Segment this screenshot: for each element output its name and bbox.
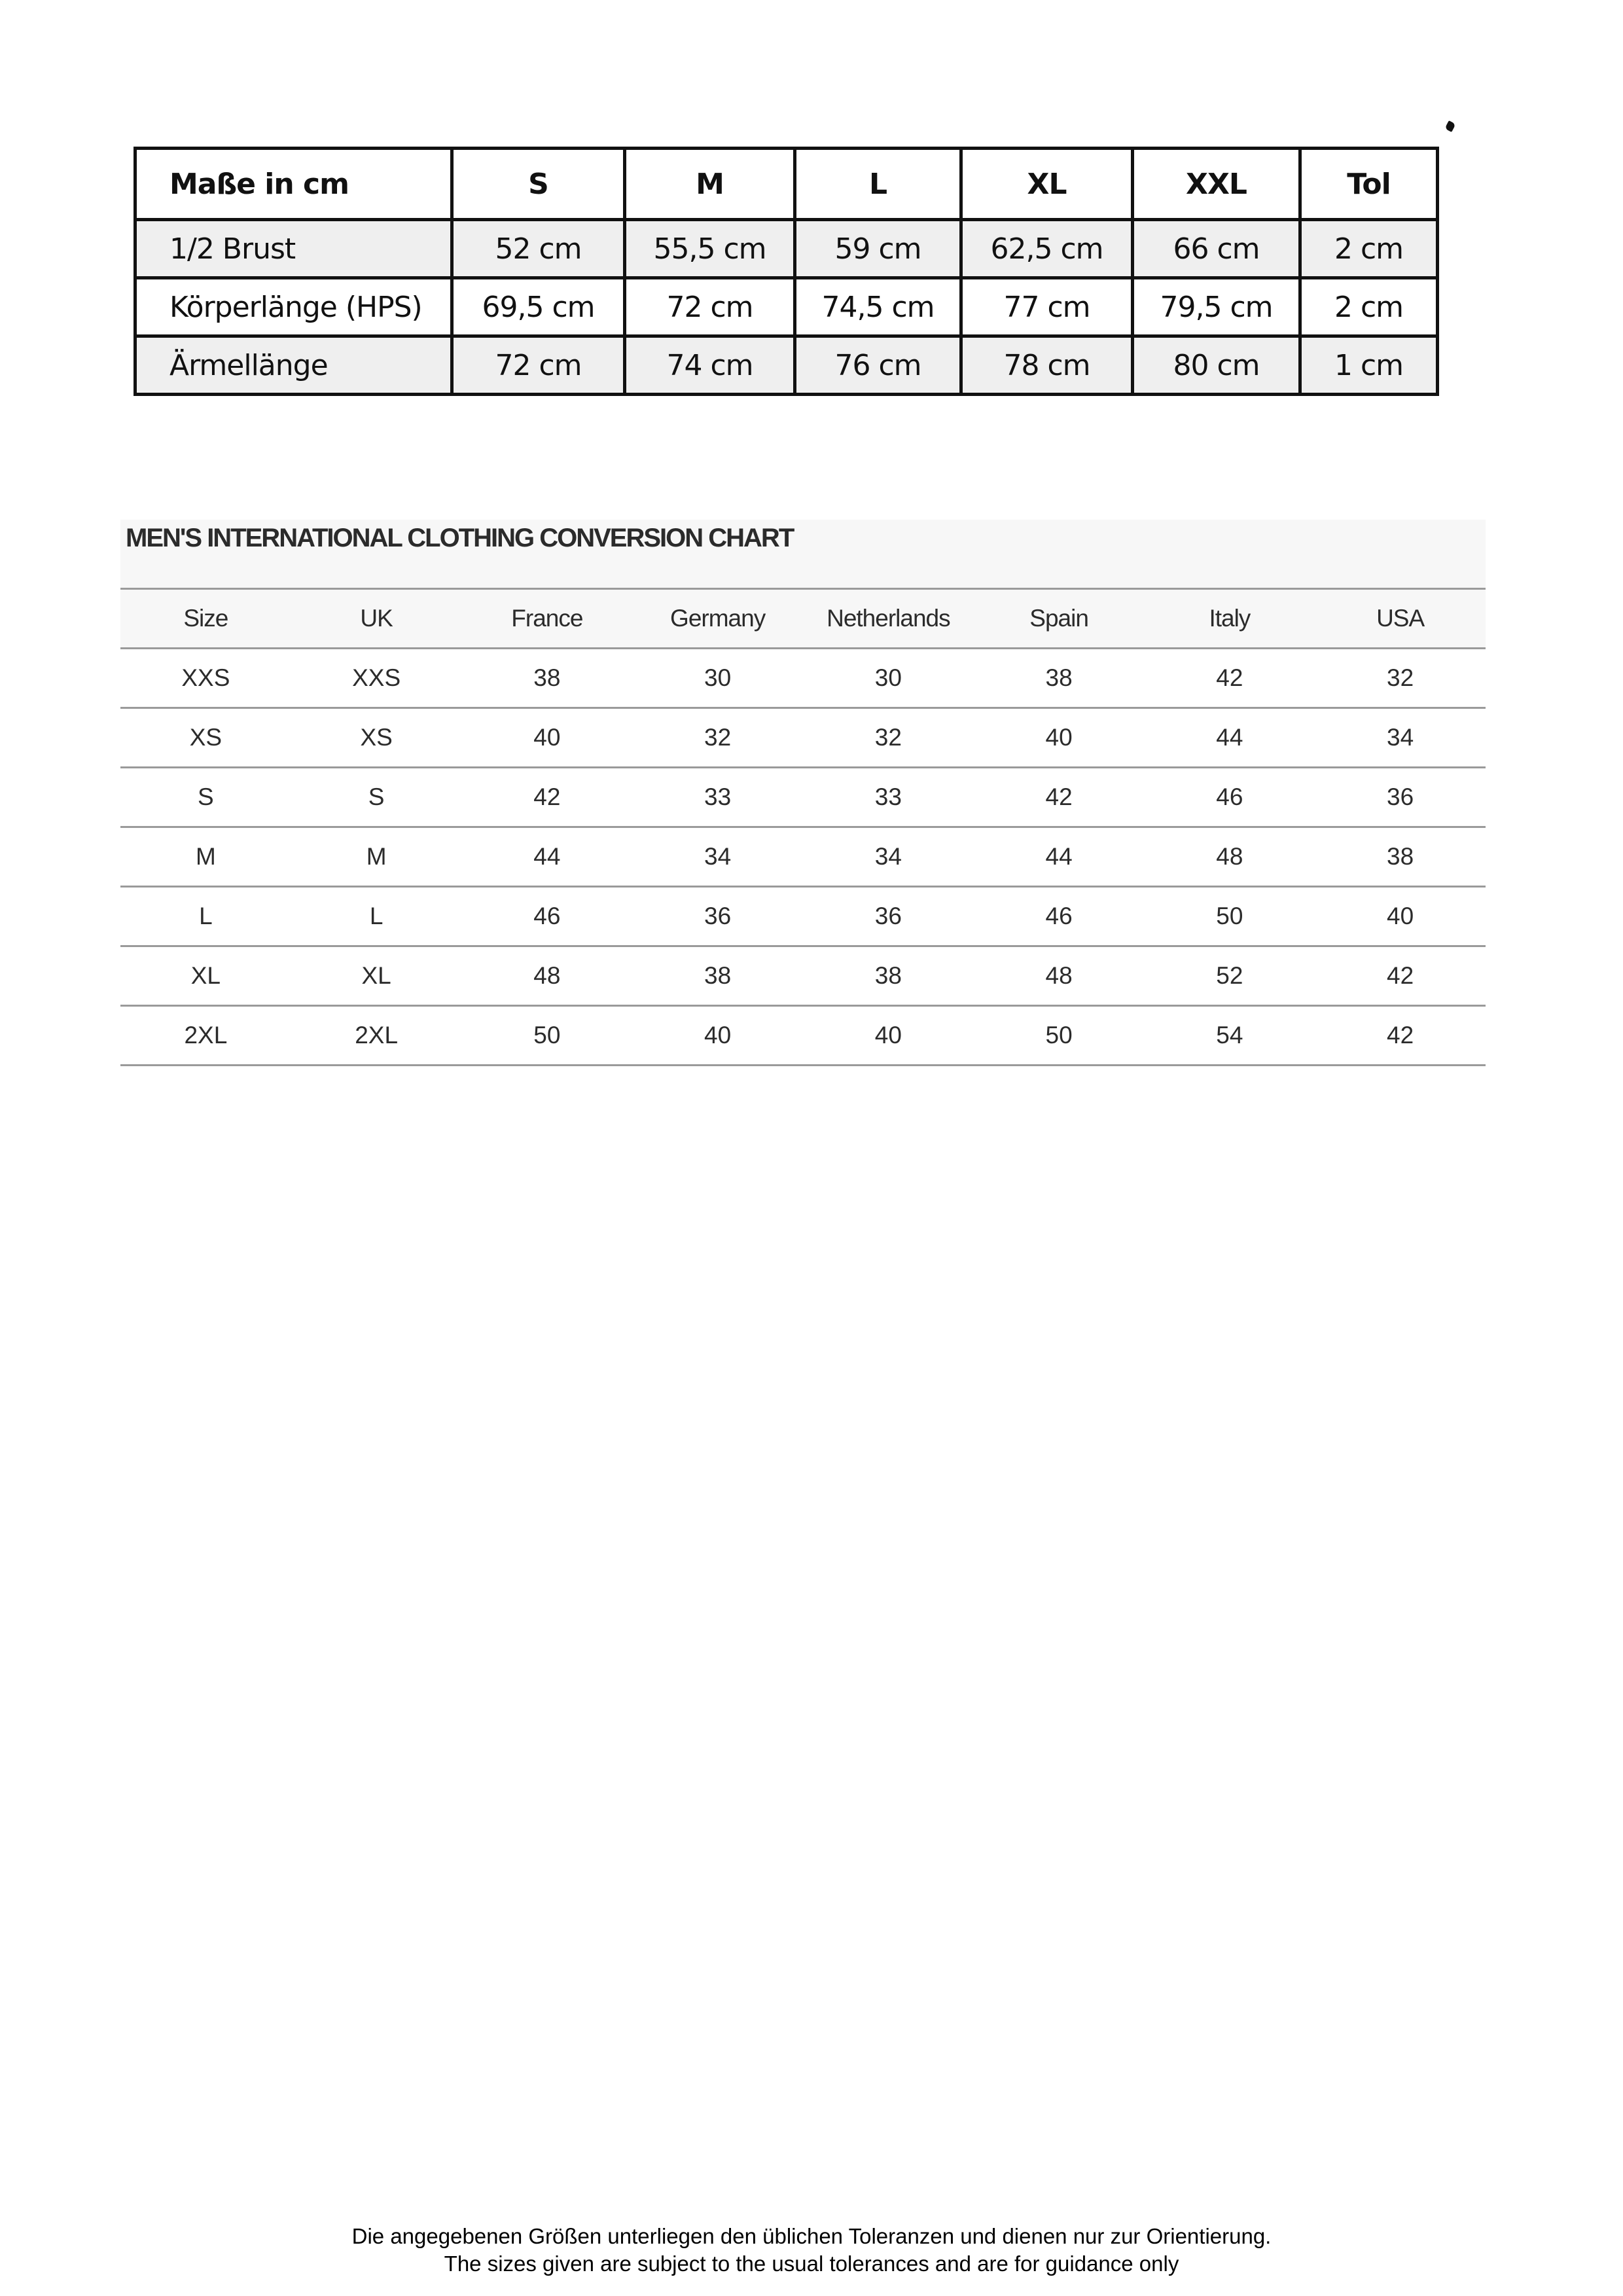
conversion-cell: 2XL <box>291 1006 462 1066</box>
measurement-row <box>135 336 1438 395</box>
conversion-header-row <box>120 590 1486 649</box>
conversion-cell: 42 <box>1315 1006 1486 1066</box>
conversion-header-cell: USA <box>1315 590 1486 649</box>
conversion-cell: 44 <box>1145 708 1315 768</box>
conversion-title-bar <box>120 520 1486 590</box>
conversion-cell: 34 <box>632 827 803 887</box>
conversion-header-cell: UK <box>291 590 462 649</box>
conversion-row <box>120 1006 1486 1066</box>
conversion-cell: 38 <box>1315 827 1486 887</box>
conversion-cell: 42 <box>1315 946 1486 1006</box>
conversion-cell: 38 <box>462 649 633 708</box>
conversion-header-cell: Netherlands <box>803 590 974 649</box>
conversion-cell: 46 <box>974 887 1145 946</box>
conversion-header-cell: Size <box>120 590 291 649</box>
conversion-cell: 34 <box>1315 708 1486 768</box>
conversion-cell: 36 <box>1315 768 1486 827</box>
conversion-cell: 38 <box>974 649 1145 708</box>
measurement-header-size: XL <box>961 149 1133 220</box>
conversion-title: MEN'S INTERNATIONAL CLOTHING CONVERSION CHART <box>126 524 794 552</box>
conversion-cell: L <box>120 887 291 946</box>
conversion-cell: 54 <box>1145 1006 1315 1066</box>
conversion-row <box>120 827 1486 887</box>
conversion-cell: 50 <box>462 1006 633 1066</box>
conversion-row <box>120 946 1486 1006</box>
conversion-cell: 34 <box>803 827 974 887</box>
measurement-row <box>135 278 1438 336</box>
conversion-row <box>120 768 1486 827</box>
conversion-cell: 40 <box>803 1006 974 1066</box>
conversion-cell: XL <box>291 946 462 1006</box>
measurement-cell: 76 cm <box>795 336 961 395</box>
conversion-cell: 2XL <box>120 1006 291 1066</box>
footer-line-german: Die angegebenen Größen unterliegen den üblichen Toleranzen und dienen nur zur Orientierung. <box>351 2224 1272 2248</box>
conversion-cell: 38 <box>803 946 974 1006</box>
conversion-cell: 44 <box>462 827 633 887</box>
conversion-cell: 32 <box>803 708 974 768</box>
conversion-cell: XXS <box>120 649 291 708</box>
conversion-cell: 50 <box>1145 887 1315 946</box>
conversion-cell: 33 <box>632 768 803 827</box>
measurement-cell: 59 cm <box>795 220 961 278</box>
conversion-cell: 30 <box>632 649 803 708</box>
conversion-table <box>120 590 1486 1066</box>
conversion-cell: 36 <box>803 887 974 946</box>
conversion-cell: XL <box>120 946 291 1006</box>
conversion-cell: 33 <box>803 768 974 827</box>
conversion-cell: S <box>291 768 462 827</box>
conversion-cell: XXS <box>291 649 462 708</box>
measurement-cell: 72 cm <box>625 278 795 336</box>
corner-tick-mark <box>1444 120 1455 132</box>
measurement-cell: 66 cm <box>1133 220 1300 278</box>
measurement-row-label: 1/2 Brust <box>135 220 452 278</box>
conversion-cell: 32 <box>632 708 803 768</box>
measurement-header-row <box>135 149 1438 220</box>
footer-line-english: The sizes given are subject to the usual tolerances and are for guidance only <box>444 2251 1179 2276</box>
conversion-row <box>120 649 1486 708</box>
measurement-row-label: Körperlänge (HPS) <box>135 278 452 336</box>
conversion-cell: 46 <box>1145 768 1315 827</box>
conversion-cell: 48 <box>462 946 633 1006</box>
measurement-cell: 72 cm <box>452 336 625 395</box>
conversion-row <box>120 708 1486 768</box>
measurement-cell: 78 cm <box>961 336 1133 395</box>
conversion-cell: 30 <box>803 649 974 708</box>
conversion-cell: 52 <box>1145 946 1315 1006</box>
measurement-header-label: Maße in cm <box>135 149 452 220</box>
conversion-cell: 48 <box>1145 827 1315 887</box>
measurement-cell: 52 cm <box>452 220 625 278</box>
conversion-cell: 38 <box>632 946 803 1006</box>
measurement-header-size: L <box>795 149 961 220</box>
measurement-cell: 62,5 cm <box>961 220 1133 278</box>
conversion-cell: 42 <box>1145 649 1315 708</box>
conversion-row <box>120 887 1486 946</box>
measurement-cell: 74 cm <box>625 336 795 395</box>
measurement-cell: 2 cm <box>1300 278 1438 336</box>
conversion-cell: S <box>120 768 291 827</box>
conversion-cell: M <box>291 827 462 887</box>
conversion-cell: L <box>291 887 462 946</box>
measurement-cell: 2 cm <box>1300 220 1438 278</box>
measurement-cell: 74,5 cm <box>795 278 961 336</box>
conversion-header-cell: Spain <box>974 590 1145 649</box>
conversion-cell: 40 <box>462 708 633 768</box>
measurement-cell: 55,5 cm <box>625 220 795 278</box>
measurement-cell: 1 cm <box>1300 336 1438 395</box>
conversion-cell: 40 <box>632 1006 803 1066</box>
conversion-header-cell: France <box>462 590 633 649</box>
conversion-cell: 44 <box>974 827 1145 887</box>
measurement-cell: 69,5 cm <box>452 278 625 336</box>
conversion-cell: 48 <box>974 946 1145 1006</box>
conversion-header-cell: Germany <box>632 590 803 649</box>
conversion-cell: 42 <box>462 768 633 827</box>
conversion-cell: 40 <box>974 708 1145 768</box>
footer-note <box>0 2223 1623 2278</box>
conversion-header-cell: Italy <box>1145 590 1315 649</box>
measurement-row <box>135 220 1438 278</box>
conversion-cell: 42 <box>974 768 1145 827</box>
conversion-cell: 40 <box>1315 887 1486 946</box>
measurement-table <box>134 147 1439 396</box>
measurement-cell: 79,5 cm <box>1133 278 1300 336</box>
measurement-row-label: Ärmellänge <box>135 336 452 395</box>
measurement-header-tolerance: Tol <box>1300 149 1438 220</box>
conversion-cell: XS <box>291 708 462 768</box>
conversion-cell: 32 <box>1315 649 1486 708</box>
conversion-cell: M <box>120 827 291 887</box>
measurement-header-size: XXL <box>1133 149 1300 220</box>
conversion-chart <box>120 520 1486 1066</box>
measurement-header-size: M <box>625 149 795 220</box>
measurement-cell: 77 cm <box>961 278 1133 336</box>
measurement-cell: 80 cm <box>1133 336 1300 395</box>
conversion-cell: XS <box>120 708 291 768</box>
conversion-cell: 36 <box>632 887 803 946</box>
conversion-cell: 50 <box>974 1006 1145 1066</box>
measurement-header-size: S <box>452 149 625 220</box>
conversion-cell: 46 <box>462 887 633 946</box>
